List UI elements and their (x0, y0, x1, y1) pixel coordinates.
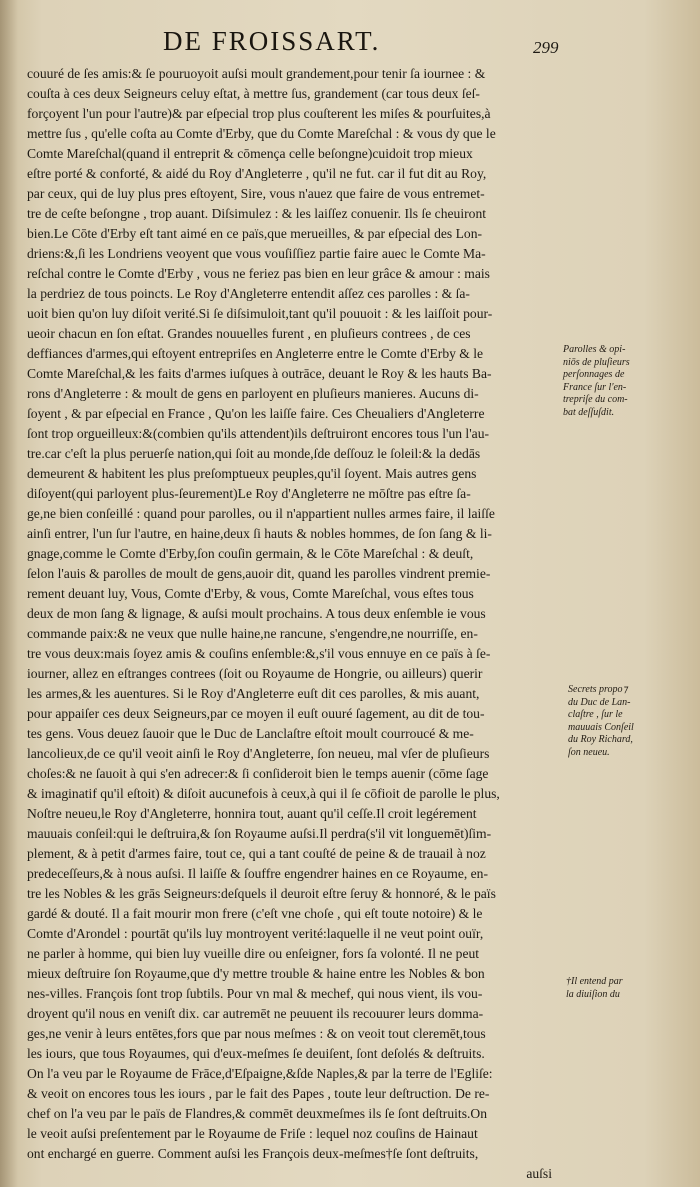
text-line: forçoyent l'un pour l'autre)& par eſpecial trop plus couſterent les miſes & pourſuites,à (27, 106, 491, 121)
text-line: tre.car c'eſt la plus peruerſe nation,qui ſoit au monde,ſde deſſouz le ſoleil:& la dedās (27, 446, 481, 461)
text-line: mieux deſtruire ſon Royaume,que d'y mettre trouble & haine entre les Nobles & bon (27, 966, 485, 981)
text-line: & veoit on encores tous les iours , par le fait des Papes , toute leur deſtruction. De re- (27, 1086, 490, 1101)
text-line: Comte Mareſchal(quand il entreprit & cōmença celle beſongne)cuidoit trop mieux (27, 146, 473, 161)
text-line: demeurent & habitent les plus preſomptueux peuples,qu'il ſoyent. Mais autres gens (27, 466, 477, 481)
text-line: les iours, que tous Royaumes, qui d'eux-meſmes ſe deuiſent, ſont deſolés & deſtruits. (27, 1046, 485, 1061)
margin-note-line: bat deſſuſdit. (563, 406, 615, 418)
margin-note-line: trepriſe du com- (563, 394, 628, 405)
margin-note-line: †Il entend par (566, 976, 623, 987)
margin-note-footnote (566, 976, 686, 1001)
text-line: & imaginatif qu'il eſtoit) & diſoit aucunefois à ceux,à qui il ſe cōfioit de parolle le plus, (27, 786, 500, 801)
catchword: auſsi (526, 1166, 552, 1181)
margin-note-line: ſon neueu. (568, 746, 610, 758)
margin-note-line: mauuais Conſeil (568, 721, 634, 733)
margin-note-line: Secrets propo⁊ (568, 684, 628, 695)
text-line: ne parler à homme, qui bien luy vueille dire ou enſeigner, fors ſa volonté. Il ne peut (27, 946, 480, 961)
text-line: gnage,comme le Comte d'Erby,ſon couſin germain, & le Cōte Mareſchal : & deuſt, (27, 546, 474, 561)
text-line: deffiances d'armes,qui eſtoyent entrepriſes en Angleterre entre le Comte d'Erby & le (27, 346, 484, 361)
text-line: ges,ne venir à leurs entētes,fors que par nous meſmes : & on veoit tout cleremēt,tous (27, 1026, 486, 1041)
text-line: Comte Mareſchal,& les faits d'armes iuſques à outrāce, deuant le Roy & les hauts Ba- (27, 366, 492, 381)
text-line: chef on l'a veu par le païs de Flandres,& commēt deuxmeſmes ils ſe ſont deſtruits.On (27, 1106, 487, 1121)
text-line: commande paix:& ne veux que nulle haine,ne rancune, s'engendre,ne nourriſſe, en- (27, 626, 478, 641)
text-line: On l'a veu par le Royaume de Frāce,d'Eſpaigne,&ſde Naples,& par la terre de l'Egliſe: (27, 1066, 493, 1081)
margin-note-line: perſonnages de (563, 369, 625, 380)
margin-note-line: du Roy Richard, (568, 734, 633, 745)
text-line: tre de ceſte beſongne , trop auant. Diſsimulez : & les laiſſez conuenir. Ils ſe cheuiront (27, 206, 487, 221)
text-line: le veoit auſsi preſentement par le Royaume de Friſe : lequel noz couſins de Hainaut (27, 1126, 478, 1141)
margin-note-line: la diuiſion du (566, 988, 620, 1000)
text-line: uoit bien qu'on luy diſoit verité.Si ſe diſsimuloit,tant qu'il pouuoit : & les laiſſoit pour- (27, 306, 493, 321)
text-line: plement, & à petit d'armes faire, tout ce, qui a tant couſté de peine & de trauail à noz (27, 846, 486, 861)
main-text-block (27, 64, 552, 1184)
text-line: ſont trop orgueilleux:&(combien qu'ils attendent)ils deſtruiront encores tous l'un l'au- (27, 426, 490, 441)
text-line: mauuais conſeil:qui le deſtruira,& ſon Royaume auſsi.Il perdra(s'il vit longuemēt)ſim- (27, 826, 492, 841)
margin-note-line: Parolles & opi- (563, 344, 626, 355)
text-line: tes gens. Vous deuez ſauoir que le Duc de Lanclaſtre eſtoit moult courroucé & me- (27, 726, 474, 741)
text-line: driens:&,ſi les Londriens veoyent que vous vouſiſſiez partie faire auec le Comte Ma- (27, 246, 486, 261)
text-line: iourner, allez en eſtranges contrees (ſoit ou Royaume de Hongrie, ou ailleurs) querir (27, 666, 483, 681)
text-line: rons d'Angleterre : & moult de gens en parloyent en pluſieurs manieres. Aucuns di- (27, 386, 479, 401)
running-title: DE FROISSART. (163, 26, 381, 56)
text-line: ſelon l'auis & parolles de moult de gens,auoir dit, quand les parolles vindrent premie- (27, 566, 491, 581)
text-line: tre les Nobles & les grās Seigneurs:deſquels il deuroit eſtre ſeruy & honnoré, & le païs (27, 886, 496, 901)
gutter-shadow (0, 0, 18, 1187)
text-line: deux de mon ſang & lignage, & auſsi moult prochains. A tous deux enſemble ie vous (27, 606, 486, 621)
text-line: couuré de ſes amis:& ſe pouruoyoit auſsi moult grandement,pour tenir ſa iournee : & (27, 66, 486, 81)
text-line: mettre ſus , qu'elle coſta au Comte d'Erby, que du Comte Mareſchal : & vous dy que le (27, 126, 496, 141)
margin-note-opinions (563, 344, 683, 419)
text-line: Noſtre neueu,le Roy d'Angleterre, honnira tout, auant qu'il ceſſe.Il croit legérement (27, 806, 477, 821)
text-line: gardé & douté. Il a fait mourir mon frere (c'eſt vne choſe , qui eſt toute notoire) & le (27, 906, 483, 921)
margin-note-line: du Duc de Lan- (568, 696, 631, 708)
text-line: ont enchargé en guerre. Comment auſsi les François deux-meſmes†ſe ſont deſtruits, (27, 1146, 479, 1161)
text-line: rement deuant luy, Vous, Comte d'Erby, & vous, Comte Mareſchal, vous eſtes tous (27, 586, 474, 601)
text-line: nes-villes. François ſont trop ſubtils. Pour vn mal & mechef, qui nous vient, ils vou- (27, 986, 483, 1001)
text-line: droyent qu'il nous en veniſt dix. car autremēt ne peuuent ils recouurer leurs domma- (27, 1006, 484, 1021)
text-line: ſoyent , & par eſpecial en France , Qu'on les laiſſe faire. Ces Cheualiers d'Angleterre (27, 406, 485, 421)
text-line: tre vous deux:mais ſoyez amis & couſins enſemble:&,s'il vous ennuye en ce païs à ſe- (27, 646, 491, 661)
margin-note-secrets (568, 684, 688, 759)
margin-note-line: claſtre , ſur le (568, 709, 623, 720)
text-line: predeceſſeurs,& à nous auſsi. Il laiſſe & ſouffre engendrer haines en ce Royaume, en- (27, 866, 489, 881)
margin-note-line: France ſur l'en- (563, 381, 627, 393)
text-line: couſta à ces deux Seigneurs celuy eſtat, à mettre ſus, grandement (car tous deux ſeſ- (27, 86, 480, 101)
margin-note-line: niōs de pluſieurs (563, 356, 630, 368)
text-line: diſoyent(qui parloyent plus-ſeurement)Le Roy d'Angleterre ne mōſtre pas eſtre ſa- (27, 486, 471, 501)
text-line: reſchal contre le Comte d'Erby , vous ne feriez pas bien en leur grâce & amour : mais (27, 266, 490, 281)
text-line: par ceux, qui de luy plus pres eſtoyent, Sire, vous n'auez que faire de vous entremet- (27, 186, 485, 201)
text-line: pour appaiſer ces deux Seigneurs,par ce moyen il euſt ouuré ſagement, au dit de tou- (27, 706, 485, 721)
text-line: ge,ne bien conſeillé : quand pour parolles, ou il n'appartient nulles armes faire, il laiſſe (27, 506, 495, 521)
text-line: ainſi entrer, l'un ſur l'autre, en haine,deux ſi hauts & nobles hommes, de ſon ſang & li- (27, 526, 492, 541)
text-line: eſtre porté & conforté, & aidé du Roy d'Angleterre , qu'il ne fut. car il fut dit au Roy, (27, 166, 487, 181)
text-line: la perdriez de tous poincts. Le Roy d'Angleterre entendit aſſez ces parolles : & ſa- (27, 286, 470, 301)
text-line: les armes,& les auentures. Si le Roy d'Angleterre euſt dit ces parolles, & mis auant, (27, 686, 480, 701)
text-line: Comte d'Arondel : pourtāt qu'ils luy montroyent verité:laquelle il ne veut point ouïr, (27, 926, 484, 941)
page-number: 299 (533, 38, 559, 57)
text-line: ueoir chacun en ſon eſtat. Grandes nouuelles furent , en pluſieurs contrees , de ces (27, 326, 471, 341)
text-line: choſes:& ne ſauoit à qui s'en adrecer:& ſi conſideroit bien le temps auenir (cōme ſage (27, 766, 489, 781)
text-line: bien.Le Cōte d'Erby eſt tant aimé en ce païs,que merueilles, & par eſpecial des Lon- (27, 226, 483, 241)
text-line: lancolieux,de ce qu'il veoit ainſi le Roy d'Angleterre, ſon neueu, mal vſer de pluſieurs (27, 746, 490, 761)
